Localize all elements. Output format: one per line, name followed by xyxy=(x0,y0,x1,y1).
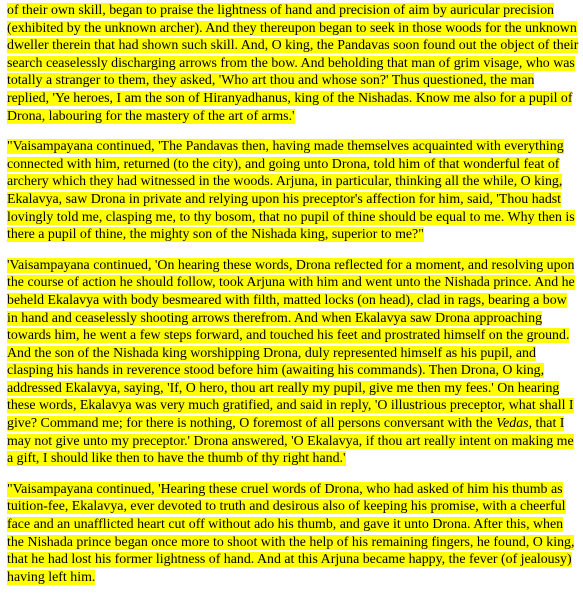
paragraph-4 xyxy=(7,481,579,587)
document-page xyxy=(7,2,579,599)
highlighted-text: "Vaisampayana continued, 'The Pandavas then, having made themselves acquainted with everything connected with him, returned (to the city), and going unto Drona, told him of that wonderful feat of archery which they had witnessed in the woods. Arjuna, in particular, thinking all the while, O king, Ekalavya, saw Drona in private and relying upon his preceptor's affection for him, said, 'Thou hadst lovingly told me, clasping me, to thy bosom, that no pupil of thine should be equal to me. Why then is there a pupil of thine, the mighty son of the Nishada king, superior to me?" xyxy=(7,139,575,243)
highlighted-text: , that I may not give unto my preceptor.' Drona answered, 'O Ekalavya, if thou art really intent on making me a gift, I should like then to have the thumb of thy right hand.' xyxy=(7,416,574,467)
paragraph-3 xyxy=(7,257,579,468)
highlighted-text: "Vaisampayana continued, 'Hearing these cruel words of Drona, who had asked of him his thumb as tuition-fee, Ekalavya, ever devoted to truth and desirous also of keeping his promise, with a cheerful face and an unafflicted heart cut off without ado his thumb, and gave it unto Drona. After this, when the Nishada prince began once more to shoot with the help of his remaining fingers, he found, O king, that he had lost his former lightness of hand. And at this Arjuna became happy, the fever (of jealousy) having left him. xyxy=(7,481,575,585)
paragraph-2 xyxy=(7,138,579,244)
highlighted-text: 'Vaisampayana continued, 'On hearing these words, Drona reflected for a moment, and resolving upon the course of action he should follow, took Arjuna with him and went unto the Nishada prince. And he beheld Ekalavya with body besmeared with filth, matted locks (on head), clad in rags, bearing a bow in hand and ceaselessly shooting arrows therefrom. And when Ekalavya saw Drona approaching towards him, he went a few steps forward, and touched his feet and prostrated himself on the ground. And the son of the Nishada king worshipping Drona, duly represented himself as his pupil, and clasping his hands in reverence stood before him (awaiting his commands). Then Drona, O king, addressed Ekalavya, saying, 'If, O hero, thou art really my pupil, give me then my fees.' On hearing these words, Ekalavya was very much gratified, and said in reply, 'O illustrious preceptor, what shall I give? Command me; for there is nothing, O foremost of all persons conversant with the xyxy=(7,257,575,432)
paragraph-1 xyxy=(7,2,579,125)
italic-vedas: Vedas xyxy=(496,416,529,432)
highlighted-text: of their own skill, began to praise the lightness of hand and precision of aim by auricular precision (exhibited by the unknown archer). And they thereupon began to seek in those woods for the unknown dweller therein that had shown such skill. And, O king, the Pandavas soon found out the object of their search ceaselessly discharging arrows from the bow. And beholding that man of grim visage, who was totally a stranger to them, they asked, 'Who art thou and whose son?' Thus questioned, the man replied, 'Ye heroes, I am the son of Hiranyadhanus, king of the Nishadas. Know me also for a pupil of Drona, labouring for the mastery of the art of arms.' xyxy=(7,3,579,124)
